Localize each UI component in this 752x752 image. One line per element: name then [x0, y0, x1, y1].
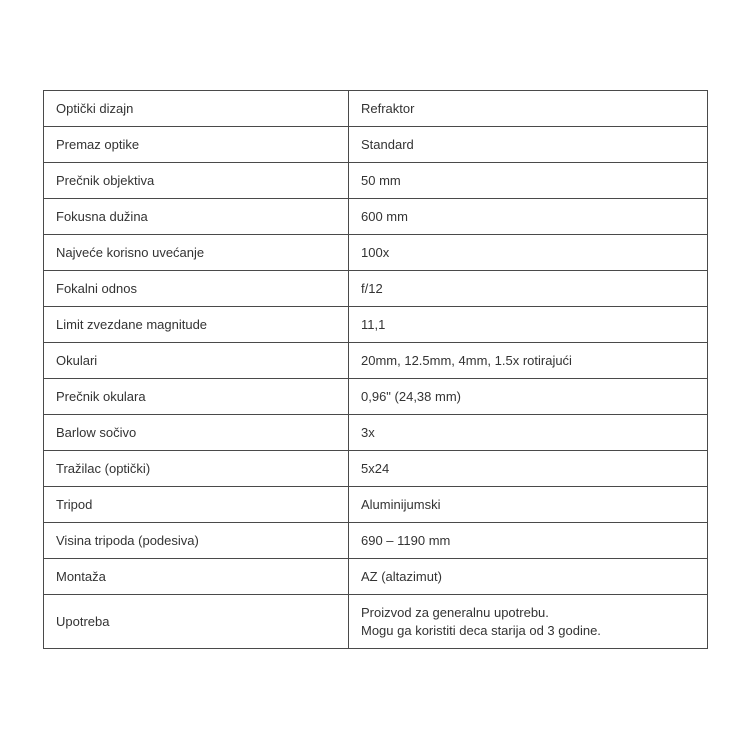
specifications-table — [43, 90, 708, 649]
spec-value — [349, 91, 708, 127]
spec-label: Visina tripoda (podesiva) — [44, 523, 349, 559]
spec-value — [349, 415, 708, 451]
spec-label: Fokalni odnos — [44, 271, 349, 307]
spec-value — [349, 559, 708, 595]
spec-value — [349, 271, 708, 307]
spec-row — [44, 91, 708, 127]
spec-row — [44, 235, 708, 271]
spec-row — [44, 379, 708, 415]
spec-label: Barlow sočivo — [44, 415, 349, 451]
spec-value-line: 0,96" (24,38 mm) — [361, 388, 461, 404]
spec-value-line: 690 – 1190 mm — [361, 532, 451, 548]
spec-value-line: 11,1 — [361, 316, 386, 332]
spec-row — [44, 451, 708, 487]
spec-label: Montaža — [44, 559, 349, 595]
spec-value — [349, 595, 708, 649]
spec-label: Upotreba — [44, 595, 349, 649]
spec-label: Prečnik objektiva — [44, 163, 349, 199]
spec-label: Premaz optike — [44, 127, 349, 163]
spec-value — [349, 307, 708, 343]
spec-value-line: AZ (altazimut) — [361, 568, 442, 584]
spec-value — [349, 379, 708, 415]
spec-label: Optički dizajn — [44, 91, 349, 127]
spec-value-line: Proizvod za generalnu upotrebu. — [361, 604, 549, 620]
spec-value-line: 600 mm — [361, 208, 408, 224]
spec-value — [349, 523, 708, 559]
spec-value-line: Refraktor — [361, 100, 415, 116]
spec-value — [349, 451, 708, 487]
spec-label: Tražilac (optički) — [44, 451, 349, 487]
spec-label: Okulari — [44, 343, 349, 379]
spec-value — [349, 127, 708, 163]
spec-label: Tripod — [44, 487, 349, 523]
spec-row — [44, 415, 708, 451]
spec-value-line: 20mm, 12.5mm, 4mm, 1.5x rotirajući — [361, 352, 572, 368]
spec-row — [44, 199, 708, 235]
spec-row — [44, 343, 708, 379]
spec-value-line: 5x24 — [361, 460, 390, 476]
spec-row — [44, 595, 708, 649]
spec-value — [349, 343, 708, 379]
spec-row — [44, 559, 708, 595]
spec-value-line: 50 mm — [361, 172, 401, 188]
spec-row — [44, 127, 708, 163]
spec-row — [44, 163, 708, 199]
spec-row — [44, 307, 708, 343]
spec-label: Prečnik okulara — [44, 379, 349, 415]
spec-value-line: 100x — [361, 244, 390, 260]
spec-row — [44, 271, 708, 307]
spec-row — [44, 487, 708, 523]
spec-value-line: Standard — [361, 136, 414, 152]
spec-row — [44, 523, 708, 559]
spec-value-line: Aluminijumski — [361, 496, 441, 512]
spec-label: Fokusna dužina — [44, 199, 349, 235]
spec-value — [349, 235, 708, 271]
spec-value — [349, 163, 708, 199]
spec-value-line: Mogu ga koristiti deca starija od 3 godine. — [361, 622, 601, 638]
spec-value-line: 3x — [361, 424, 375, 440]
spec-value — [349, 199, 708, 235]
spec-value-line: f/12 — [361, 280, 383, 296]
spec-label: Najveće korisno uvećanje — [44, 235, 349, 271]
specifications-table-body — [44, 91, 708, 649]
spec-label: Limit zvezdane magnitude — [44, 307, 349, 343]
spec-value — [349, 487, 708, 523]
